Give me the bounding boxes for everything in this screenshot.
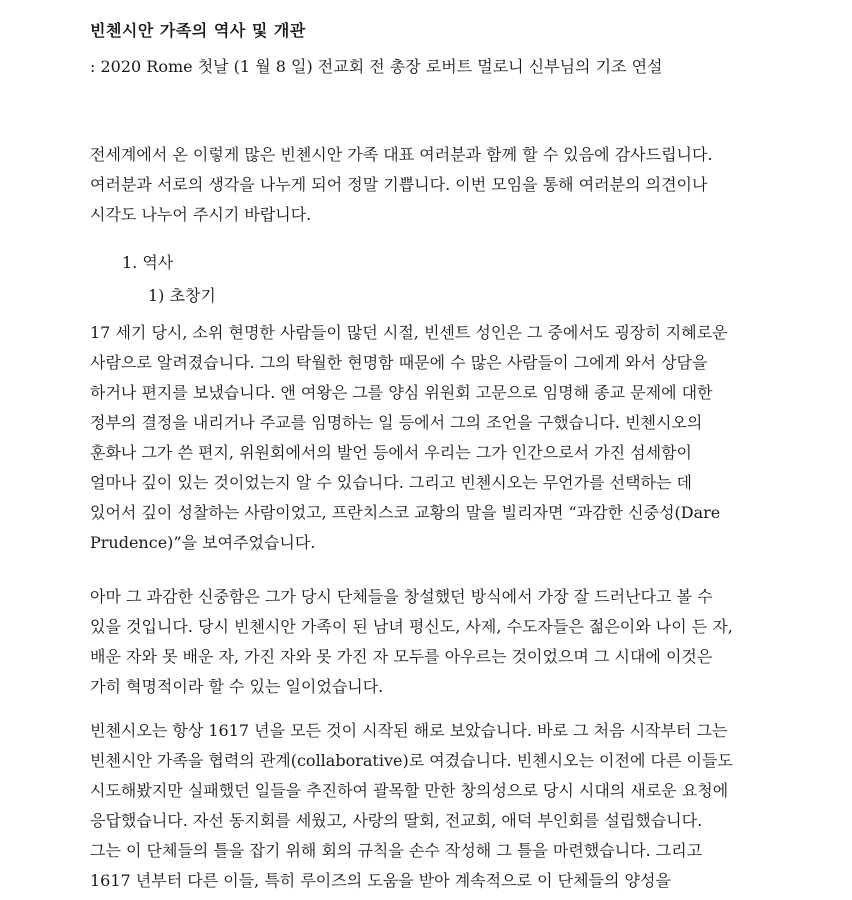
document-subtitle: : 2020 Rome 첫날 (1 월 8 일) 전교회 전 총장 로버트 멀로니 신부님의 기조 연설 (90, 57, 663, 76)
body-paragraph: 아마 그 과감한 신중함은 그가 당시 단체들을 창설했던 방식에서 가장 잘 드러난다고 볼 수 있을 것입니다. 당시 빈첸시안 가족이 된 남녀 평신도, 사제, 수도자들은 젊은이와 나이 든 자, 배운 자와 못 배운 자, 가진 자와 못 가진 자 모두를 아우르는 것이었으며 그 시대에 이것은 가히 혁명적이라 할 수 있는 일이었습니다. (90, 587, 733, 696)
body-paragraph: 빈첸시오는 항상 1617 년을 모든 것이 시작된 해로 보았습니다. 바로 그 처음 시작부터 그는 빈첸시안 가족을 협력의 관계(collaborative)로 여겼습니다. 빈첸시오는 이전에 다른 이들도 시도해봤지만 실패했던 일들을 추진하여 괄목할 만한 창의성으로 당시 시대의 새로운 요청에 응답했습니다. 자선 동지회를 세웠고, 사랑의 딸회, 전교회, 애덕 부인회를 설립했습니다. 그는 이 단체들의 틀을 잡기 위해 회의 규칙을 손수 작성해 그 틀을 마련했습니다. 그리고 1617 년부터 다른 이들, 특히 루이즈의 도움을 받아 계속적으로 이 단체들의 양성을 (90, 721, 733, 890)
section-heading-history: 1. 역사 (122, 253, 174, 272)
intro-paragraph: 전세계에서 온 이렇게 많은 빈첸시안 가족 대표 여러분과 함께 할 수 있음에 감사드립니다. 여러분과 서로의 생각을 나누게 되어 정말 기쁩니다. 이번 모임을 통해 여러분의 의견이나 시각도 나누어 주시기 바랍니다. (90, 145, 713, 224)
document-title: 빈첸시안 가족의 역사 및 개관 (90, 21, 306, 40)
subsection-heading-early-years: 1) 초창기 (148, 286, 216, 305)
body-paragraph: 17 세기 당시, 소위 현명한 사람들이 많던 시절, 빈센트 성인은 그 중에서도 굉장히 지혜로운 사람으로 알려졌습니다. 그의 탁월한 현명함 때문에 수 많은 사람들이 그에게 와서 상담을 하거나 편지를 보냈습니다. 앤 여왕은 그를 양심 위원회 고문으로 임명해 종교 문제에 대한 정부의 결정을 내리거나 주교를 임명하는 일 등에서 그의 조언을 구했습니다. 빈첸시오의 훈화나 그가 쓴 편지, 위원회에서의 발언 등에서 우리는 그가 인간으로서 가진 섬세함이 얼마나 깊이 있는 것이었는지 알 수 있습니다. 그리고 빈첸시오는 무언가를 선택하는 데 있어서 깊이 성찰하는 사람이었고, 프란치스코 교황의 말을 빌리자면 “과감한 신중성(Dare Prudence)”을 보여주었습니다. (90, 323, 728, 552)
